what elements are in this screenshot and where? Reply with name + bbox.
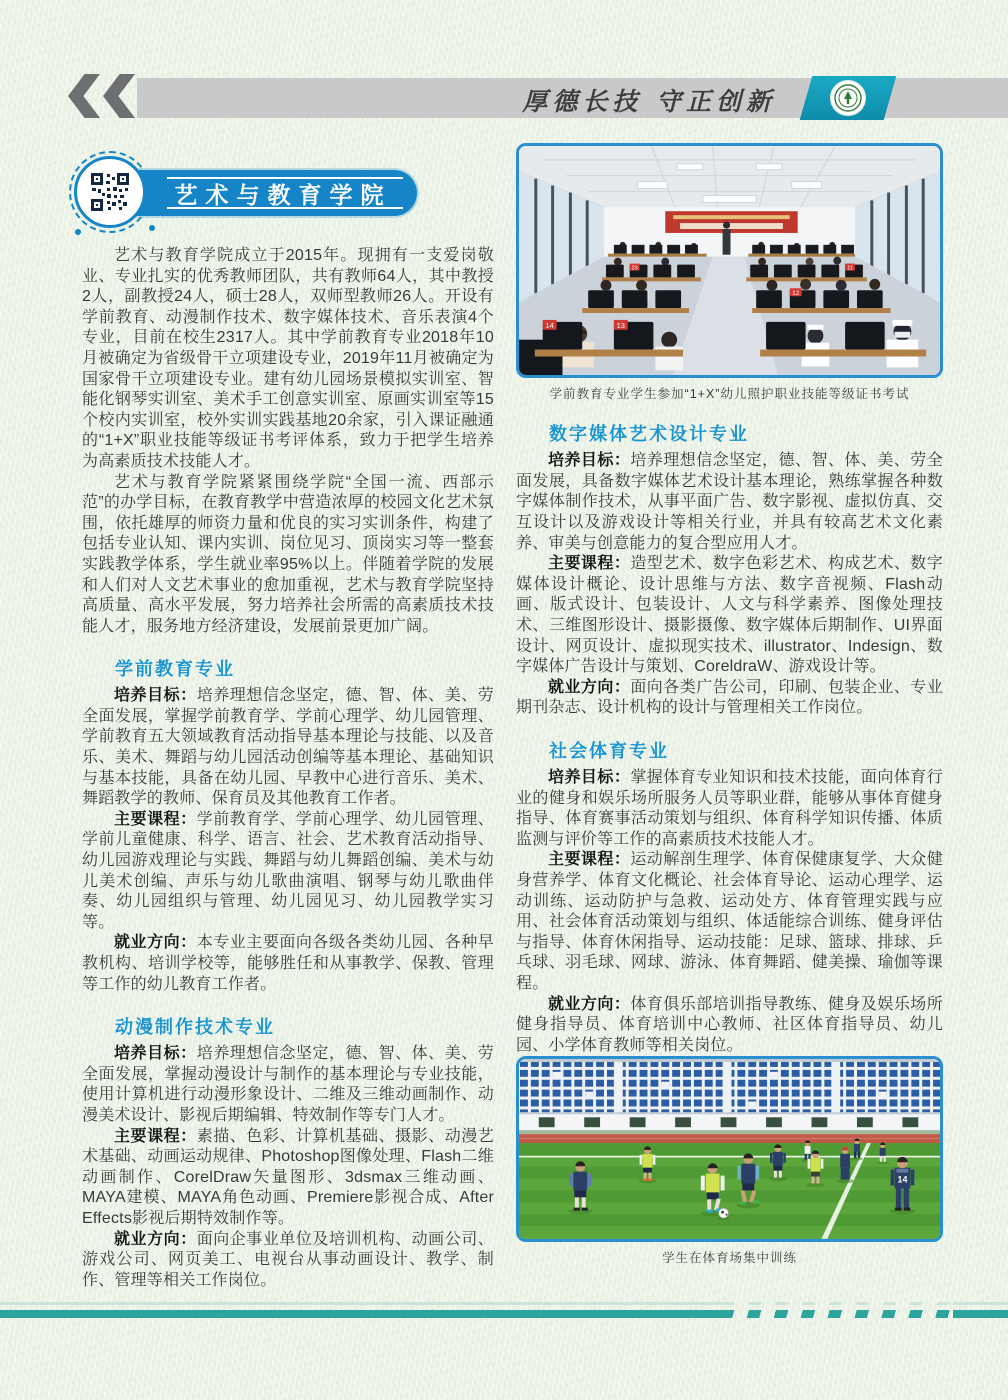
left-column <box>82 246 494 1291</box>
red-banner <box>665 211 797 233</box>
svg-text:23: 23 <box>631 265 638 272</box>
qr-code-icon <box>74 156 146 228</box>
sports-field-illustration <box>519 1059 940 1239</box>
page-title: 艺术与教育学院 <box>174 181 392 208</box>
proctor-figure <box>723 221 731 254</box>
stadium-stands <box>519 1062 940 1112</box>
chevron-icon <box>103 74 135 118</box>
major-digital-media-art <box>516 423 943 719</box>
stadium-wall <box>519 1113 940 1135</box>
major-jobs: 就业方向：面向各类广告公司，印刷、包装企业、专业期刊杂志、设计机构的设计与管理相关工作岗位。 <box>516 678 943 717</box>
major-goal: 培养目标：培养理想信念坚定，德、智、体、美、劳全面发展，掌握学前教育学、学前心理学、幼儿园管理、学前教育五大领域教育活动指导基本理论与技能、以及音乐、美术、舞蹈与幼儿园活动创编等基本理论、基础知识与基本技能，具备在幼儿园、早教中心进行音乐、美术、舞蹈教学的教师、保育员及其他教育工作者。 <box>82 687 494 808</box>
major-jobs: 就业方向：体育俱乐部培训指导教练、健身及娱乐场所健身指导员、体育培训中心教师、社区体育指导员、幼儿园、小学体育教师等相关岗位。 <box>516 995 943 1054</box>
school-motto: 厚德长技 守正创新 <box>522 87 776 116</box>
photo-sports-field <box>516 1056 943 1266</box>
svg-text:14: 14 <box>545 320 554 330</box>
college-title-banner <box>115 170 417 216</box>
major-jobs: 就业方向：本专业主要面向各级各类幼儿园、各种早教机构、培训学校等，能够胜任和从事教学、保教、管理等工作的幼儿教育工作者。 <box>82 934 494 993</box>
svg-text:12: 12 <box>792 290 800 298</box>
footer-teal-line <box>0 1310 1008 1318</box>
svg-text:13: 13 <box>616 320 625 330</box>
chevron-icon <box>68 74 100 118</box>
photo-caption: 学前教育专业学生参加“1+X”幼儿照护职业技能等级证书考试 <box>549 387 910 402</box>
exam-room-illustration <box>519 146 940 375</box>
major-goal: 培养目标：培养理想信念坚定，德、智、体、美、劳全面发展，具备数字媒体艺术设计基本理论，熟练掌握各种数字媒体制作技术，从事平面广告、数字影视、虚拟仿真、交互设计以及游戏设计等相关行业，并具有较高艺术文化素养、审美与创意能力的复合型应用人才。 <box>516 452 943 552</box>
footer-thin-line <box>0 1302 1008 1305</box>
logo-flag <box>800 76 897 120</box>
photo-exam-room <box>516 143 943 402</box>
right-column <box>516 143 943 1266</box>
jersey-number: 14 <box>897 1174 908 1185</box>
major-heading: 学前教育专业 <box>115 659 235 680</box>
major-courses: 主要课程：学前教育学、学前心理学、幼儿园管理、学前儿童健康、科学、语言、社会、艺术教育活动指导、幼儿园游戏理论与实践、舞蹈与幼儿舞蹈创编、美术与幼儿美术创编、声乐与幼儿歌曲演唱、钢琴与幼儿歌曲伴奏、幼儿园组织与管理、幼儿园见习、幼儿园教学实习等。 <box>82 810 494 931</box>
intro-paragraph-2: 艺术与教育学院紧紧围绕学院“全国一流、西部示范”的办学目标，在教育教学中营造浓厚的校园文化艺术氛围，依托雄厚的师资力量和优良的实习实训条件，构建了包括专业认知、课内实训、岗位见习、顶岗实习等一整套实践教学体系，学生就业率95%以上。伴随着学院的发展和人们对人文艺术事业的愈加重视，艺术与教育学院坚持高质量、高水平发展，努力培养社会所需的高素质技术技能人才，服务地方经济建设，发展前景更加广阔。 <box>82 473 494 635</box>
major-goal: 培养目标：培养理想信念坚定，德、智、体、美、劳全面发展，掌握动漫设计与制作的基本理论与专业技能，使用计算机进行动漫形象设计、二维及三维动画制作、动漫美术设计、影视后期编辑、特效制作等专门人才。 <box>82 1045 494 1124</box>
major-courses: 主要课程：造型艺术、数字色彩艺术、构成艺术、数字媒体设计概论、设计思维与方法、数字音视频、Flash动画、版式设计、包装设计、人文与科学素养、图像处理技术、三维图形设计、摄影摄像、数字媒体后期制作、UI界面设计、网页设计、虚拟现实技术、illustrator、Indesign、数字媒体广告设计与策划、CoreldraW、游戏设计等。 <box>516 555 943 676</box>
double-chevron-left-icon <box>68 74 135 118</box>
svg-text:11: 11 <box>847 265 853 272</box>
major-courses: 主要课程：运动解剖生理学、体育保健康复学、大众健身营养学、体育文化概论、社会体育导论、运动心理学、运动训练、运动防护与急救、运动处方、体育管理实践与应用、社会体育活动策划与组织、体适能综合训练、健身评估与指导、体育休闲指导、运动技能：足球、篮球、排球、乒乓球、羽毛球、网球、游泳、体育舞蹈、健美操、瑜伽等课程。 <box>516 851 943 992</box>
major-goal: 培养目标：掌握体育专业知识和技术技能，面向体育行业的健身和娱乐场所服务人员等职业群，能够从事体育健身指导、体育赛事活动策划与组织、体育科学知识传播、体质监测与评价等工作的高素质技术技能人才。 <box>516 768 943 848</box>
major-heading: 数字媒体艺术设计专业 <box>549 424 749 445</box>
sports-field-photo <box>516 1056 943 1242</box>
intro-paragraph-1: 艺术与教育学院成立于2015年。现拥有一支爱岗敬业、专业扎实的优秀教师团队，共有教师64人，其中教授2人，副教授24人，硕士28人，双师型教师26人。开设有学前教育、动漫制作技术、数字媒体技术、音乐表演4个专业，目前在校生2317人。其中学前教育专业2018年10月被确定为省级骨干立项建设专业，2019年11月被确定为国家骨干立项建设专业。建有幼儿园场景模拟实训室、智能化钢琴实训室、美术手工创意实训室、原画实训室等15个校内实训室，校外实训实践基地20余家，引入课证融通的“1+X”职业技能等级证书考评体系，致力于把学生培养为高素质技术技能人才。 <box>82 247 494 470</box>
major-preschool-education <box>82 658 494 995</box>
major-social-sports <box>516 740 943 1056</box>
major-jobs: 就业方向：面向企事业单位及培训机构、动画公司、游戏公司、网页美工、电视台从事动画设计、教学、制作、管理等相关工作岗位。 <box>82 1230 494 1289</box>
major-heading: 动漫制作技术专业 <box>115 1017 275 1038</box>
photo-caption: 学生在体育场集中训练 <box>661 1251 797 1266</box>
college-emblem-icon <box>830 80 866 116</box>
major-animation-production <box>82 1016 494 1291</box>
soccer-ball <box>718 1209 730 1221</box>
exam-room-photo <box>516 143 943 378</box>
major-courses: 主要课程：素描、色彩、计算机基础、摄影、动漫艺术基础、动画运动规律、Photoshop图像处理、Flash二维动画制作、CorelDraw矢量图形、3dsmax三维动画、MAYA建模、MAYA角色动画、Premiere影视合成、After Effects影视后期特效制作等。 <box>82 1127 494 1227</box>
header-bar <box>137 78 1008 118</box>
major-heading: 社会体育专业 <box>549 740 669 761</box>
